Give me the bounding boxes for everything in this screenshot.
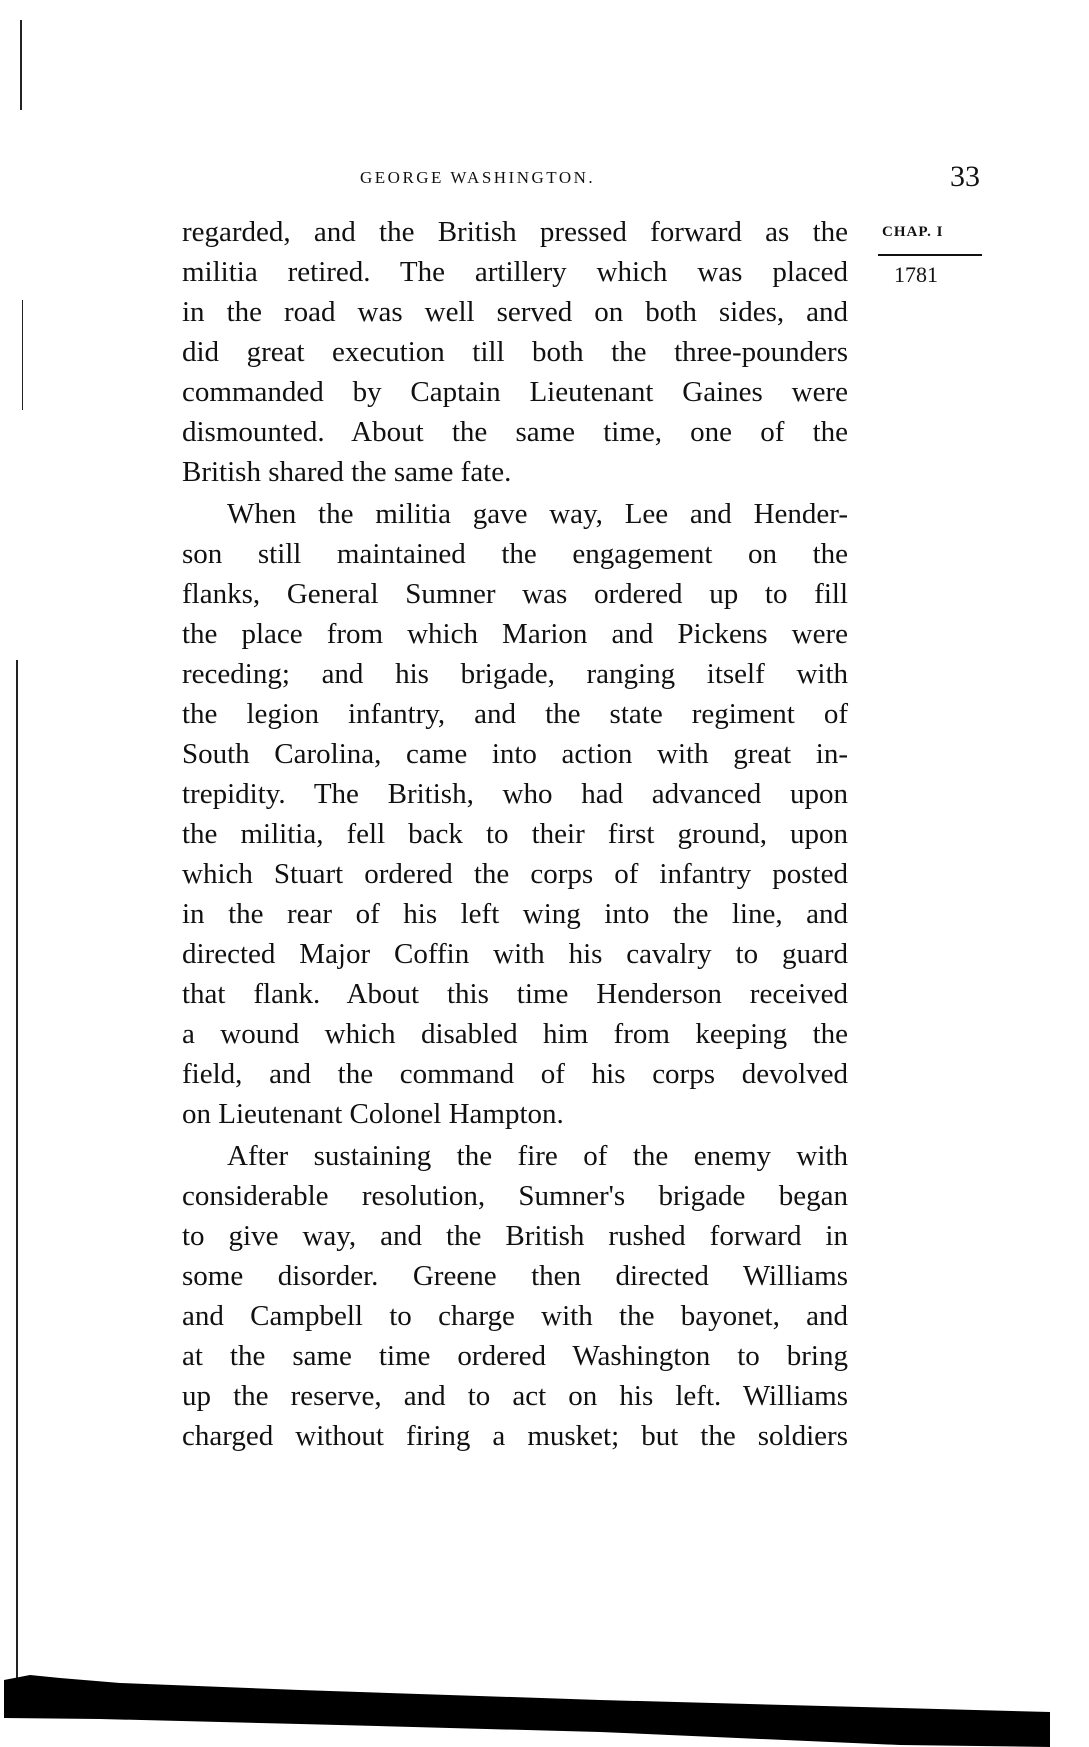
paragraph	[182, 212, 848, 492]
text-line: field, and the command of his corps devolved	[182, 1058, 848, 1090]
page-number: 33	[950, 160, 980, 193]
text-line: at the same time ordered Washington to bring	[182, 1340, 848, 1372]
text-line: to give way, and the British rushed forward in	[182, 1220, 848, 1252]
text-line: in the rear of his left wing into the line, and	[182, 898, 848, 930]
text-line: After sustaining the fire of the enemy with	[227, 1140, 848, 1172]
text-line: a wound which disabled him from keeping the	[182, 1018, 848, 1050]
text-line: regarded, and the British pressed forward as the	[182, 216, 848, 248]
text-line: that flank. About this time Henderson received	[182, 978, 848, 1010]
text-line: did great execution till both the three-pounders	[182, 336, 848, 368]
text-line: up the reserve, and to act on his left. Williams	[182, 1380, 848, 1412]
text-line: trepidity. The British, who had advanced upon	[182, 778, 848, 810]
text-line: South Carolina, came into action with great in-	[182, 738, 848, 770]
text-line: the militia, fell back to their first ground, upon	[182, 818, 848, 850]
text-line: the legion infantry, and the state regiment of	[182, 698, 848, 730]
text-line: considerable resolution, Sumner's brigade began	[182, 1180, 848, 1212]
scan-edge-line	[20, 20, 22, 110]
text-line: flanks, General Sumner was ordered up to fill	[182, 578, 848, 610]
text-line: which Stuart ordered the corps of infantry posted	[182, 858, 848, 890]
margin-rule	[878, 254, 982, 256]
text-line: When the militia gave way, Lee and Hender-	[227, 498, 848, 530]
text-line: militia retired. The artillery which was placed	[182, 256, 848, 288]
margin-year: 1781	[894, 262, 938, 287]
text-line: dismounted. About the same time, one of the	[182, 416, 848, 448]
text-line: and Campbell to charge with the bayonet, and	[182, 1300, 848, 1332]
body-text	[182, 212, 848, 1458]
paragraph	[182, 1136, 848, 1456]
text-line: on Lieutenant Colonel Hampton.	[182, 1098, 564, 1130]
text-line: directed Major Coffin with his cavalry to guard	[182, 938, 848, 970]
text-line: British shared the same fate.	[182, 456, 512, 488]
text-line: the place from which Marion and Pickens were	[182, 618, 848, 650]
text-line: some disorder. Greene then directed Williams	[182, 1260, 848, 1292]
text-line: commanded by Captain Lieutenant Gaines were	[182, 376, 848, 408]
scan-edge-line	[16, 660, 18, 1690]
text-line: son still maintained the engagement on the	[182, 538, 848, 570]
margin-chapter-label: CHAP. I	[882, 224, 944, 240]
text-line: receding; and his brigade, ranging itself with	[182, 658, 848, 690]
paragraph	[182, 494, 848, 1134]
running-head: GEORGE WASHINGTON.	[360, 168, 596, 187]
text-line: charged without firing a musket; but the soldiers	[182, 1420, 848, 1452]
scan-edge-line	[22, 300, 23, 410]
text-line: in the road was well served on both sides, and	[182, 296, 848, 328]
